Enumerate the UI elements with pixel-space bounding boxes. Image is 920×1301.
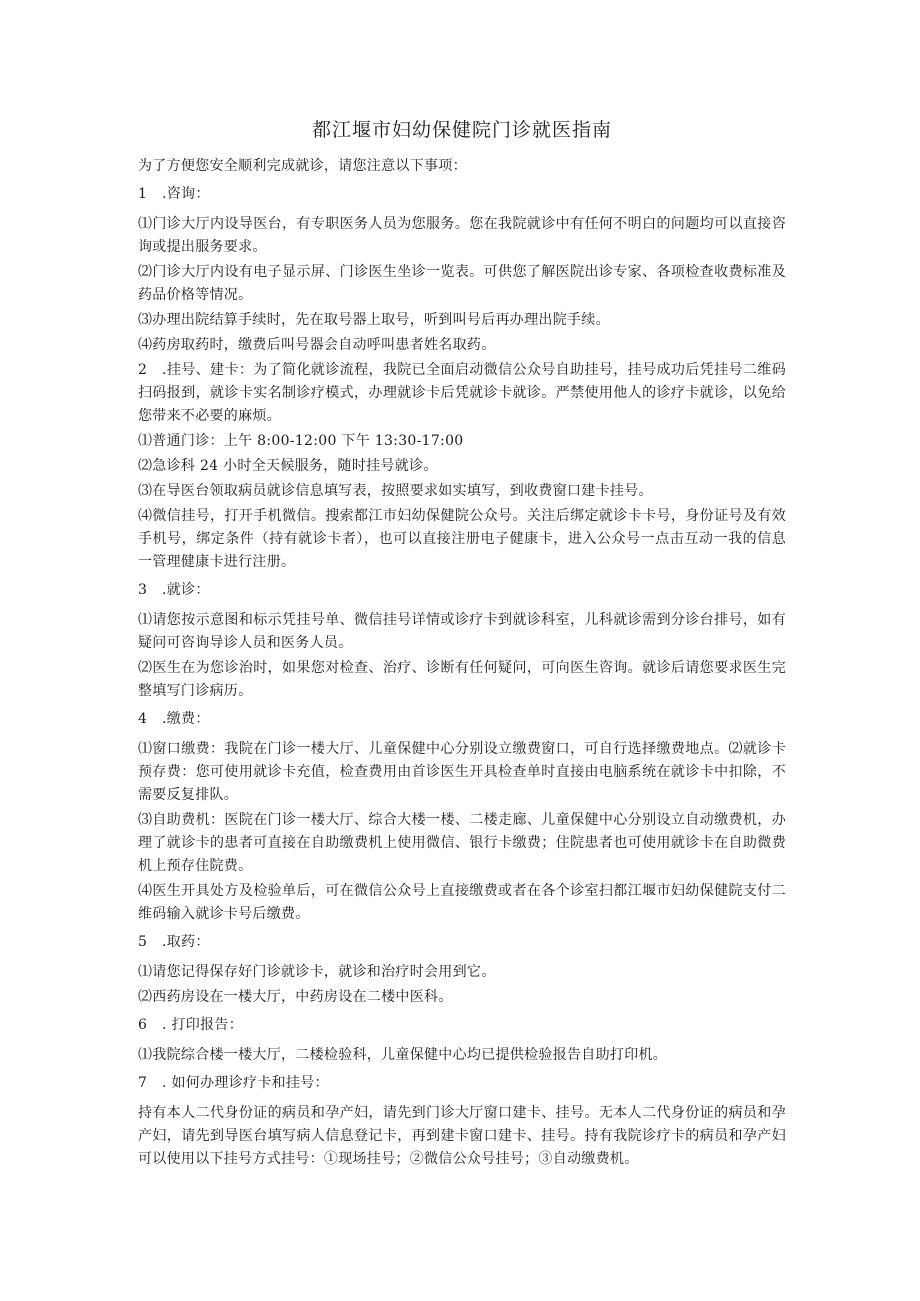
section-4-paragraph-3: ⑷医生开具处方及检验单后，可在微信公众号上直接缴费或者在各个诊室扫都江堰市妇幼保健院支付二维码输入就诊卡号后缴费。 — [138, 883, 786, 922]
section-number: 1 — [138, 186, 148, 202]
section-title: . 如何办理诊疗卡和挂号： — [162, 1075, 329, 1091]
section-3-paragraph-1: ⑴请您按示意图和标示凭挂号单、微信挂号详情或诊疗卡到就诊科室，儿科就诊需到分诊台排号，如有疑问可咨询导诊人员和医务人员。 — [138, 612, 786, 651]
document-page — [138, 112, 786, 1173]
section-5-paragraph-2: ⑵西药房设在一楼大厅，中药房设在二楼中医科。 — [138, 989, 453, 1005]
section-number: 2 — [138, 362, 148, 378]
section-1-paragraph-2: ⑵门诊大厅内设有电子显示屏、门诊医生坐诊一览表。可供您了解医院出诊专家、各项检查收费标准及药品价格等情况。 — [138, 264, 786, 303]
section-6-heading — [138, 1014, 786, 1037]
section-7-paragraph-1: 持有本人二代身份证的病员和孕产妇，请先到门诊大厅窗口建卡、挂号。无本人二代身份证的病员和孕产妇，请先到导医台填写病人信息登记卡，再到建卡窗口建卡、挂号。持有我院诊疗卡的病员和孕产妇可以使用以下挂号方式挂号：①现场挂号；②微信公众号挂号；③自动缴费机。 — [138, 1105, 786, 1167]
section-1-heading — [138, 183, 786, 206]
section-title: .就诊： — [162, 582, 210, 598]
section-title: .取药： — [162, 934, 210, 950]
section-2-paragraph-2: ⑵急诊科 24 小时全天候服务，随时挂号就诊。 — [138, 458, 438, 474]
section-1-paragraph-4: ⑷药房取药时，缴费后叫号器会自动呼叫患者姓名取药。 — [138, 337, 496, 353]
section-4-heading — [138, 708, 786, 731]
section-number: 5 — [138, 934, 148, 950]
document-title: 都江堰市妇幼保健院门诊就医指南 — [311, 119, 612, 141]
section-2-heading — [138, 359, 786, 428]
intro-text: 为了方便您安全顺利完成就诊，请您注意以下事项： — [138, 158, 467, 174]
section-number: 7 — [138, 1075, 148, 1091]
section-title: .挂号、建卡：为了简化就诊流程，我院已全面启动微信公众号自助挂号，挂号成功后凭挂号二维码扫码报到，就诊卡实名制诊疗模式，办理就诊卡后凭就诊卡就诊。严禁使用他人的诊疗卡就诊，以免给您带来不必要的麻烦。 — [138, 362, 786, 424]
section-1-paragraph-3: ⑶办理出院结算手续时，先在取号器上取号，听到叫号后再办理出院手续。 — [138, 312, 610, 328]
section-5-heading — [138, 931, 786, 954]
section-3-heading — [138, 579, 786, 602]
section-title: .咨询： — [162, 186, 210, 202]
section-4-paragraph-1: ⑴窗口缴费：我院在门诊一楼大厅、儿童保健中心分别设立缴费窗口，可自行选择缴费地点。⑵就诊卡预存费：您可使用就诊卡充值，检查费用由首诊医生开具检查单时直接由电脑系统在就诊卡中扣除，不需要反复排队。 — [138, 741, 786, 803]
section-3-paragraph-2: ⑵医生在为您诊治时，如果您对检查、治疗、诊断有任何疑问，可向医生咨询。就诊后请您要求医生完整填写门诊病历。 — [138, 660, 786, 699]
section-5-paragraph-1: ⑴请您记得保存好门诊就诊卡，就诊和治疗时会用到它。 — [138, 964, 496, 980]
section-number: 4 — [138, 711, 148, 727]
section-2-paragraph-3: ⑶在导医台领取病员就诊信息填写表，按照要求如实填写，到收费窗口建卡挂号。 — [138, 483, 653, 499]
section-6-paragraph-1: ⑴我院综合楼一楼大厅，二楼检验科，儿童保健中心均已提供检验报告自助打印机。 — [138, 1047, 668, 1063]
section-title: .缴费： — [162, 711, 210, 727]
section-number: 3 — [138, 582, 148, 598]
section-4-paragraph-2: ⑶自助费机：医院在门诊一楼大厅、综合大楼一楼、二楼走廊、儿童保健中心分别设立自动缴费机，办理了就诊卡的患者可直接在自助缴费机上使用微信、银行卡缴费；住院患者也可使用就诊卡在自助微费机上预存住院费。 — [138, 812, 786, 874]
section-title: . 打印报告： — [162, 1017, 243, 1033]
section-1-paragraph-1: ⑴门诊大厅内设导医台，有专职医务人员为您服务。您在我院就诊中有任何不明白的问题均可以直接咨询或提出服务要求。 — [138, 216, 786, 255]
section-2-paragraph-4: ⑷微信挂号，打开手机微信。搜索都江市妇幼保健院公众号。关注后绑定就诊卡卡号，身份证号及有效手机号，绑定条件（持有就诊卡者），也可以直接注册电子健康卡，进入公众号一点击互动一我的信息一管理健康卡进行注册。 — [138, 508, 786, 570]
section-2-paragraph-1: ⑴普通门诊：上午 8:00-12:00 下午 13:30-17:00 — [138, 433, 464, 449]
section-7-heading — [138, 1072, 786, 1095]
section-number: 6 — [138, 1017, 148, 1033]
